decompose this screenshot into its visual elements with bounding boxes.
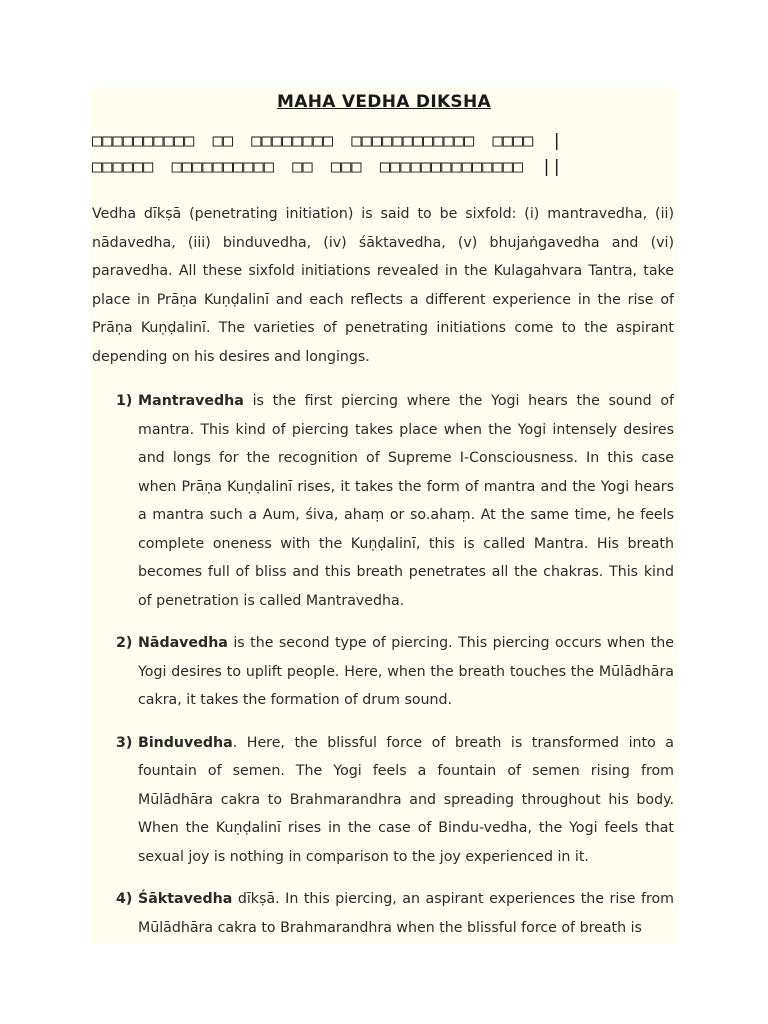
item-body [138, 885, 674, 942]
piercing-list [90, 387, 678, 942]
item-number: 4) [116, 891, 133, 907]
item-description: . Here, the blissful force of breath is transformed into a fountain of semen. The Yogi feels a fountain of semen rising from Mūlādhāra cakra to Brahmarandhra and spreading throughout his body. When the Kuṇḍalinī rises in the case of Bindu-vedha, the Yogi feels that sexual joy is nothing in comparison to the joy experienced in it. [138, 734, 674, 865]
verse-line: □□□□□□ □□□□□□□□□□ □□ □□□ □□□□□□□□□□□□□□ || [92, 157, 562, 177]
list-item [90, 629, 678, 715]
verse-line: □□□□□□□□□□ □□ □□□□□□□□ □□□□□□□□□□□□ □□□□ | [92, 131, 562, 151]
item-number: 3) [116, 734, 133, 751]
item-term: Mantravedha [138, 393, 244, 409]
intro-paragraph: Vedha dīkṣā (penetrating initiation) is said to be sixfold: (i) mantravedha, (ii) nādavedha, (iii) binduvedha, (iv) śāktavedha, (v) bhujaṅgavedha and (vi) paravedha. All these sixfold initiations revealed in the Kulagahvara Tantra, take place in Prāṇa Kuṇḍalinī and each reflects a different experience in the rise of Prāṇa Kuṇḍalinī. The varieties of penetrating initiations come to the aspirant depending on his desires and longings. [92, 206, 674, 365]
item-term: Śāktavedha [138, 891, 233, 907]
list-item [90, 729, 678, 872]
document-page [90, 86, 678, 944]
item-body [138, 729, 674, 872]
item-term: Binduvedha [138, 734, 233, 751]
item-description: dīkṣā. In this piercing, an aspirant experiences the rise from Mūlādhāra cakra to Brahmarandhra when the blissful force of breath is [138, 891, 674, 936]
item-number: 1) [116, 393, 133, 409]
list-item [90, 387, 678, 615]
page-title: MAHA VEDHA DIKSHA [277, 92, 491, 112]
list-item [90, 885, 678, 942]
item-number: 2) [116, 635, 133, 651]
item-description: is the first piercing where the Yogi hears the sound of mantra. This kind of piercing takes place when the Yogi intensely desires and longs for the recognition of Supreme I-Consciousness. In this case when Prāṇa Kuṇḍalinī rises, it takes the form of mantra and the Yogi hears a mantra such a Aum, śiva, ahaṃ or so.ahaṃ. At the same time, he feels complete oneness with the Kuṇḍalinī, this is called Mantra. His breath becomes full of bliss and this breath penetrates all the chakras. This kind of penetration is called Mantravedha. [138, 393, 674, 609]
item-description: is the second type of piercing. This piercing occurs when the Yogi desires to uplift people. Here, when the breath touches the Mūlādhāra cakra, it takes the formation of drum sound. [138, 635, 674, 708]
sanskrit-verse [90, 128, 678, 180]
item-body [138, 629, 674, 715]
item-body [138, 387, 674, 615]
item-term: Nādavedha [138, 635, 228, 651]
